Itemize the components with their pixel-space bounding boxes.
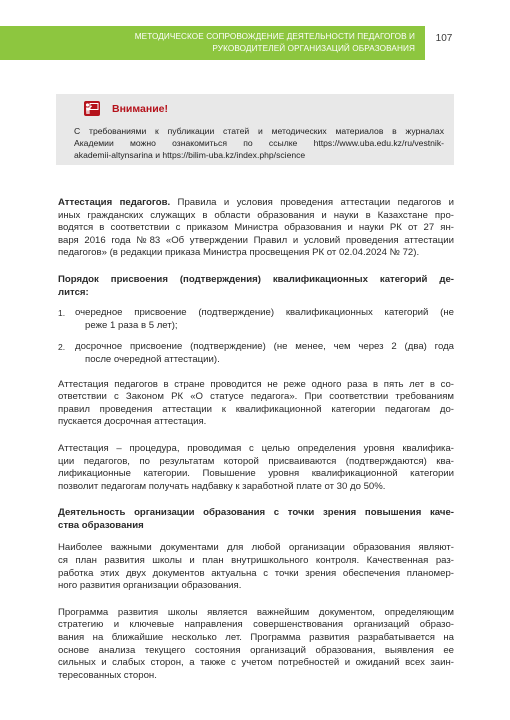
list-number: 1. — [58, 308, 66, 319]
order-list — [58, 307, 454, 366]
paragraph-line: пускается досрочная аттестация. — [58, 416, 207, 428]
notice-line: Академии можно ознакомиться по ссылке https://www.uba.edu.kz/ru/vestnik- — [74, 138, 444, 148]
running-header-line: МЕТОДИЧЕСКОЕ СОПРОВОЖДЕНИЕ ДЕЯТЕЛЬНОСТИ ПЕДАГОГОВ И — [134, 32, 415, 41]
paragraph-line: варя 2016 года №83 «Об утверждении Правил и условий проведения аттестации — [58, 234, 454, 246]
paragraph-line: основе анализа текущего состояния организаций образования, выявления ее — [58, 644, 454, 656]
heading-line: ства образования — [58, 519, 144, 531]
paragraph-line: ответствии с Законом РК «О статусе педагога». При соответствии требованиям — [58, 391, 454, 403]
attestation-lead: Аттестация педагогов. — [58, 197, 171, 208]
paragraph-line: иных гражданских служащих в области образования и науки в Казахстане про- — [58, 209, 454, 221]
running-header — [135, 31, 415, 55]
heading-line: лится: — [58, 286, 89, 298]
notice-line: akademii-altynsarina и https://bilim-uba.kz/index.php/science — [74, 150, 306, 160]
heading-line: Деятельность организации образования с точки зрения повышения каче- — [58, 507, 454, 519]
list-line: после очередной аттестации). — [85, 353, 220, 365]
paragraph-line: вания на ближайшие несколько лет. Программа развития разрабатывается на — [58, 632, 454, 644]
frequency-paragraph — [58, 379, 454, 429]
paragraph-line: Наиболее важными документами для любой организации образования являют- — [58, 542, 454, 554]
notice-title: Внимание! — [112, 103, 168, 115]
paragraph-line: Аттестация педагогов в стране проводится не реже одного раза в пять лет в со- — [58, 378, 454, 390]
paragraph-line: работка этих двух документов актуальна с точки зрения обеспечения планомер- — [58, 567, 454, 579]
paragraph-line: Аттестация педагогов. Правила и условия проведения аттестации педагогов и — [58, 197, 454, 208]
paragraph-line: ного развития организации образования. — [58, 580, 242, 592]
list-item — [58, 307, 454, 332]
documents-paragraph — [58, 542, 454, 592]
order-heading — [58, 274, 454, 299]
notice-text — [74, 125, 444, 161]
list-line: досрочное присвоение (подтверждение) (не менее, чем через 2 (два) года — [75, 341, 454, 353]
heading-line: Порядок присвоения (подтверждения) квалификационных категорий де- — [58, 273, 454, 285]
program-paragraph — [58, 607, 454, 683]
activity-heading — [58, 507, 454, 532]
paragraph-line: правил проведения аттестации к квалификационной категории педагогам до- — [58, 403, 454, 415]
list-number: 2. — [58, 342, 66, 353]
paragraph-line: педагогов» (в редакции приказа Министра просвещения РК от 02.04.2024 № 72). — [58, 247, 420, 259]
list-line: очередное присвоение (подтверждение) квалификационных категорий (не — [75, 307, 454, 319]
paragraph-line: стратегию и ключевые направления совершенствования организаций образо- — [58, 619, 454, 631]
paragraph-line: водятся в соответствии с приказом Министра образования и науки РК от 27 ян- — [58, 222, 454, 234]
list-item — [58, 341, 454, 366]
paragraph-line: ся план развития школы и план внутришкольного контроля. Качественная раз- — [58, 555, 454, 567]
notice-box — [56, 94, 454, 165]
running-header-line: РУКОВОДИТЕЛЕЙ ОРГАНИЗАЦИЙ ОБРАЗОВАНИЯ — [212, 44, 415, 53]
paragraph-line: Аттестация – процедура, проводимая с целью определения уровня квалифика- — [58, 442, 454, 454]
main-content — [58, 197, 454, 696]
definition-paragraph — [58, 443, 454, 493]
paragraph-line: ции педагогов, по результатам которой присваиваются (подтверждаются) ква- — [58, 455, 454, 467]
list-line: реже 1 раза в 5 лет); — [85, 319, 178, 331]
paragraph-line: Программа развития школы является важнейшим документом, определяющим — [58, 606, 454, 618]
paragraph-line: лификационные категории. Повышение уровня квалификационной категории — [58, 468, 454, 480]
attestation-paragraph — [58, 197, 454, 260]
paragraph-line: позволит педагогам получать надбавку к заработной плате от 30 до 50%. — [58, 480, 386, 492]
presenter-icon — [84, 101, 100, 116]
header-band — [0, 26, 425, 60]
page-number: 107 — [435, 33, 453, 44]
paragraph-line: сильных и слабых сторон, а также с учетом потребностей и ожиданий всех заин- — [58, 657, 454, 669]
notice-line: С требованиями к публикации статей и методических материалов в журналах — [74, 126, 444, 136]
paragraph-line: тересованных сторон. — [58, 669, 157, 681]
